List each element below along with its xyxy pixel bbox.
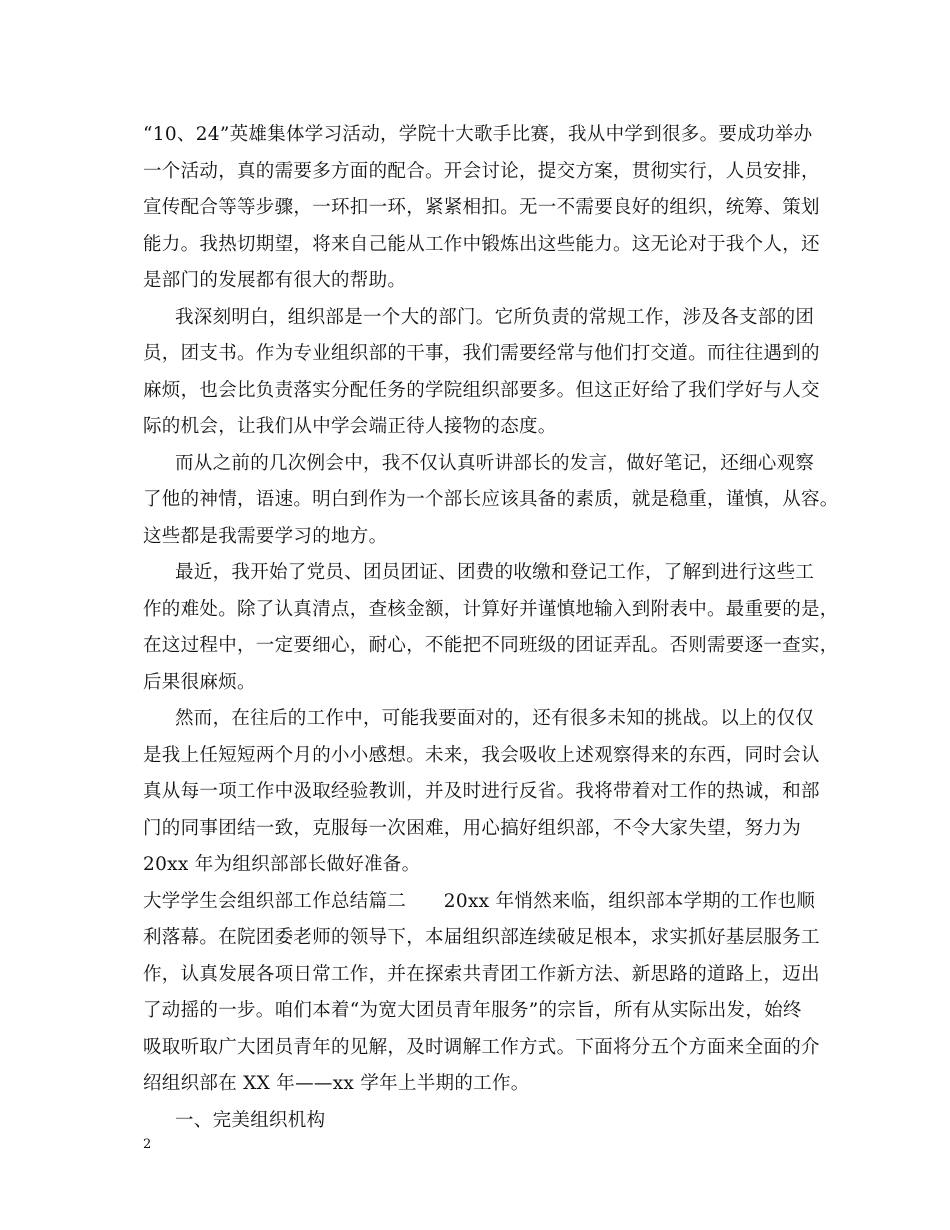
text-line: 作的难处。除了认真清点，查核金额，计算好并谨慎地输入到附表中。最重要的是，: [143, 598, 839, 620]
text-line: 20xx 年为组织部部长做好准备。: [143, 854, 421, 875]
text-line: 利落幕。在院团委老师的领导下，本届组织部连续破足根本，求实抓好基层服务工: [143, 927, 820, 948]
text-line: 宣传配合等等步骤，一环扣一环，紧紧相扣。无一不需要良好的组织，统筹、策划: [143, 197, 820, 218]
text-line: 能力。我热切期望，将来自己能从工作中锻炼出这些能力。这无论对于我个人，还: [143, 233, 820, 255]
text-line: 是我上任短短两个月的小小感想。未来，我会吸收上述观察得来的东西，同时会认: [143, 744, 820, 766]
text-line: 后果很麻烦。: [143, 671, 256, 693]
text-line: 这些都是我需要学习的地方。: [143, 525, 388, 547]
page-number: 2: [143, 1137, 152, 1152]
section-title-line: 大学学生会组织部工作总结篇二 20xx 年悄然来临，组织部本学期的工作也顺: [143, 890, 816, 912]
paragraph-start-line: 而从之前的几次例会中，我不仅认真听讲部长的发言，做好笔记，还细心观察: [175, 452, 815, 474]
text-line: “10、24”英雄集体学习活动，学院十大歌手比赛，我从中学到很多。要成功举办: [143, 124, 813, 145]
text-line: 了动摇的一步。咱们本着“为宽大团员青年服务”的宗旨，所有从实际出发，始终: [143, 1000, 802, 1021]
subsection-heading: 一、完美组织机构: [175, 1109, 326, 1131]
text-line: 麻烦，也会比负责落实分配任务的学院组织部要多。但这正好给了我们学好与人交: [143, 379, 820, 401]
paragraph-start-line: 最近，我开始了党员、团员团证、团费的收缴和登记工作，了解到进行这些工: [175, 562, 815, 583]
text-line: 绍组织部在 XX 年——xx 学年上半期的工作。: [143, 1073, 530, 1094]
text-line: 员，团支书。作为专业组织部的干事，我们需要经常与他们打交道。而往往遇到的: [143, 343, 820, 364]
text-line: 是部门的发展都有很大的帮助。: [143, 270, 407, 291]
text-line: 吸取听取广大团员青年的见解，及时调解工作方式。下面将分五个方面来全面的介: [143, 1036, 820, 1058]
paragraph-start-line: 我深刻明白，组织部是一个大的部门。它所负责的常规工作，涉及各支部的团: [175, 306, 815, 328]
text-line: 门的同事团结一致，克服每一次困难，用心搞好组织部，不令大家失望，努力为: [143, 817, 802, 839]
text-line: 了他的神情，语速。明白到作为一个部长应该具备的素质，就是稳重，谨慎，从容。: [143, 489, 839, 510]
text-line: 真从每一项工作中汲取经验教训，并及时进行反省。我将带着对工作的热诚，和部: [143, 781, 820, 802]
text-line: 际的机会，让我们从中学会端正待人接物的态度。: [143, 416, 557, 437]
document-body: [143, 117, 839, 1139]
text-line: 在这过程中，一定要细心，耐心，不能把不同班级的团证弄乱。否则需要逐一查实，: [143, 635, 839, 656]
text-line: 一个活动，真的需要多方面的配合。开会讨论，提交方案，贯彻实行，人员安排，: [143, 160, 820, 182]
text-line: 作，认真发展各项日常工作，并在探索共青团工作新方法、新思路的道路上，迈出: [143, 963, 820, 985]
paragraph-start-line: 然而，在往后的工作中，可能我要面对的，还有很多未知的挑战。以上的仅仅: [175, 708, 815, 729]
